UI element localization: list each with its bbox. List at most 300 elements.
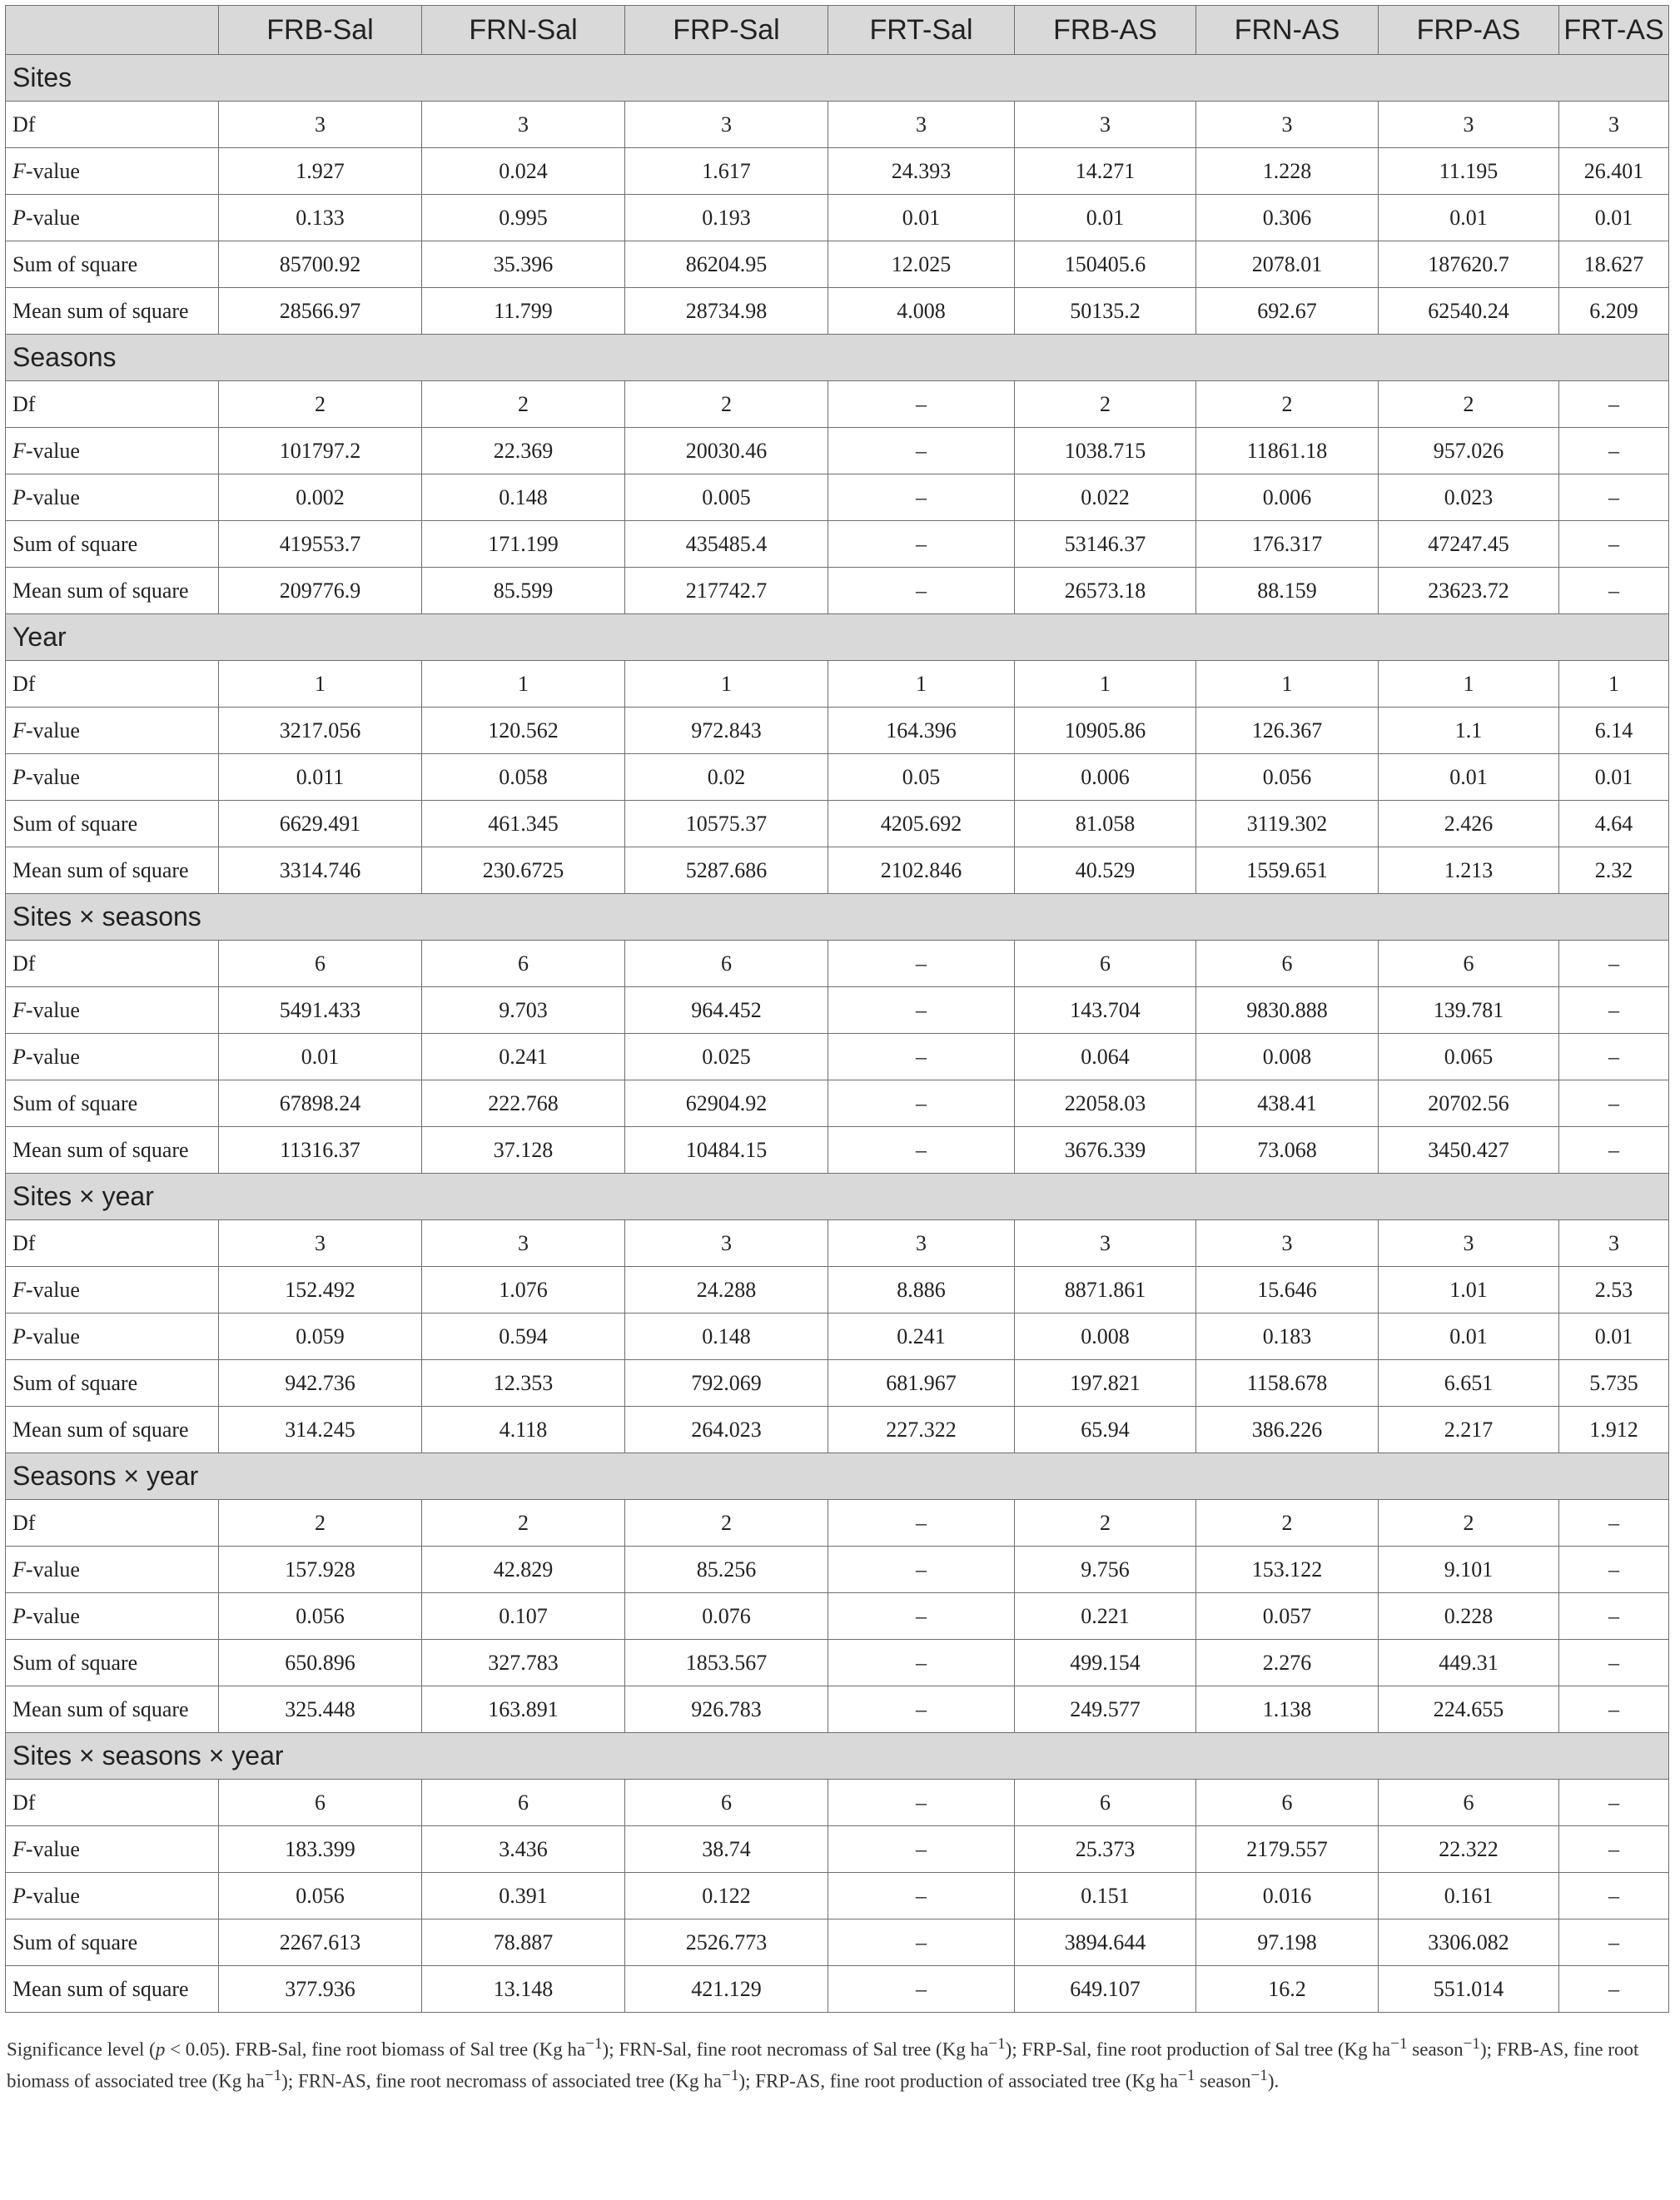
table-cell: 3 (828, 102, 1015, 148)
table-cell: 650.896 (219, 1640, 422, 1686)
table-cell: 3 (1379, 102, 1559, 148)
row-label-italic: F (12, 718, 26, 742)
table-cell: 5.735 (1559, 1360, 1669, 1407)
row-label-italic: P (12, 1323, 26, 1348)
row-label-italic: P (12, 484, 26, 509)
table-cell: 3 (422, 1220, 625, 1267)
table-cell: 1158.678 (1196, 1360, 1379, 1407)
table-cell: 1.076 (422, 1267, 625, 1314)
table-cell: 0.01 (1559, 195, 1669, 241)
table-row (6, 381, 1669, 428)
table-cell: 0.059 (219, 1314, 422, 1360)
table-cell: 0.122 (625, 1873, 828, 1919)
table-cell: 6 (1015, 1780, 1196, 1826)
section-header-row (6, 1733, 1669, 1780)
table-cell: 126.367 (1196, 708, 1379, 754)
table-cell: 6.209 (1559, 288, 1669, 335)
table-cell: 0.01 (219, 1034, 422, 1080)
table-row (6, 195, 1669, 241)
row-label (6, 1593, 219, 1640)
column-header: FRB-AS (1015, 6, 1196, 55)
row-label (6, 708, 219, 754)
row-label (6, 1034, 219, 1080)
table-row (6, 1127, 1669, 1174)
section-header-row (6, 1174, 1669, 1220)
table-cell: 0.151 (1015, 1873, 1196, 1919)
row-label (6, 1314, 219, 1360)
table-cell: 0.193 (625, 195, 828, 241)
row-label (6, 381, 219, 428)
row-label-text: Df (12, 112, 36, 137)
table-cell: 957.026 (1379, 428, 1559, 474)
table-cell: 942.736 (219, 1360, 422, 1407)
table-cell: 0.006 (1196, 474, 1379, 521)
table-cell: 6 (625, 941, 828, 987)
table-cell: 438.41 (1196, 1080, 1379, 1127)
table-cell: 26.401 (1559, 148, 1669, 195)
row-label (6, 1220, 219, 1267)
table-cell: 0.011 (219, 754, 422, 801)
table-row (6, 708, 1669, 754)
table-cell: 1 (1379, 661, 1559, 708)
table-cell: 2 (1379, 1500, 1559, 1547)
table-cell: 2.217 (1379, 1407, 1559, 1453)
table-cell: 0.391 (422, 1873, 625, 1919)
table-cell: 0.01 (1559, 754, 1669, 801)
table-cell: 9.101 (1379, 1547, 1559, 1593)
table-cell: 499.154 (1015, 1640, 1196, 1686)
table-cell: 50135.2 (1015, 288, 1196, 335)
table-cell: – (1559, 1034, 1669, 1080)
table-cell: 2 (1015, 1500, 1196, 1547)
table-cell: 3217.056 (219, 708, 422, 754)
table-cell: – (1559, 1080, 1669, 1127)
table-cell: 22.369 (422, 428, 625, 474)
row-label-text: -value (25, 1323, 80, 1348)
table-cell: 2 (1015, 381, 1196, 428)
table-cell: 85.256 (625, 1547, 828, 1593)
row-label-text: -value (25, 1603, 80, 1628)
table-cell: – (1559, 1686, 1669, 1733)
row-label (6, 241, 219, 288)
table-cell: 3 (422, 102, 625, 148)
table-cell: 9830.888 (1196, 987, 1379, 1034)
table-cell: 1038.715 (1015, 428, 1196, 474)
table-cell: 11316.37 (219, 1127, 422, 1174)
table-row (6, 1500, 1669, 1547)
section-title: Seasons × year (6, 1453, 1669, 1500)
table-row (6, 288, 1669, 335)
table-cell: 14.271 (1015, 148, 1196, 195)
row-label (6, 1127, 219, 1174)
row-label-text: Mean sum of square (12, 1417, 189, 1442)
table-cell: 3.436 (422, 1826, 625, 1873)
table-cell: 224.655 (1379, 1686, 1559, 1733)
table-cell: 24.288 (625, 1267, 828, 1314)
row-label (6, 1267, 219, 1314)
column-header: FRN-AS (1196, 6, 1379, 55)
column-header: FRB-Sal (219, 6, 422, 55)
table-cell: 0.228 (1379, 1593, 1559, 1640)
table-cell: 3450.427 (1379, 1127, 1559, 1174)
row-label-italic: F (12, 1557, 26, 1582)
table-cell: 1 (1196, 661, 1379, 708)
row-label-text: Sum of square (12, 531, 138, 556)
table-cell: 1 (625, 661, 828, 708)
table-cell: 926.783 (625, 1686, 828, 1733)
table-row (6, 1686, 1669, 1733)
row-label-text: -value (25, 484, 80, 509)
table-cell: 2 (422, 381, 625, 428)
table-cell: – (828, 1080, 1015, 1127)
table-cell: 2526.773 (625, 1919, 828, 1966)
row-label (6, 1826, 219, 1873)
table-row (6, 1034, 1669, 1080)
row-label-text: Df (12, 1510, 36, 1535)
table-cell: 3 (1196, 1220, 1379, 1267)
table-cell: 0.133 (219, 195, 422, 241)
row-label-text: -value (25, 1277, 80, 1302)
table-cell: 681.967 (828, 1360, 1015, 1407)
row-label-italic: F (12, 997, 26, 1022)
table-cell: 2 (1196, 381, 1379, 428)
table-cell: 6 (422, 941, 625, 987)
table-cell: 0.002 (219, 474, 422, 521)
table-cell: 65.94 (1015, 1407, 1196, 1453)
table-cell: – (1559, 474, 1669, 521)
table-cell: – (1559, 1873, 1669, 1919)
table-cell: 2267.613 (219, 1919, 422, 1966)
table-cell: 73.068 (1196, 1127, 1379, 1174)
row-label-italic: P (12, 1603, 26, 1628)
table-cell: 0.056 (219, 1593, 422, 1640)
table-cell: 5287.686 (625, 847, 828, 894)
row-label-text: -value (25, 158, 80, 183)
table-cell: 85700.92 (219, 241, 422, 288)
section-title: Sites (6, 55, 1669, 102)
table-cell: 461.345 (422, 801, 625, 847)
row-label (6, 754, 219, 801)
table-row (6, 1407, 1669, 1453)
row-label-text: Sum of square (12, 1929, 138, 1954)
table-cell: – (828, 1873, 1015, 1919)
table-cell: 8.886 (828, 1267, 1015, 1314)
table-cell: 449.31 (1379, 1640, 1559, 1686)
row-label-text: Sum of square (12, 1650, 138, 1675)
row-label (6, 941, 219, 987)
row-label-text: Mean sum of square (12, 1696, 189, 1721)
table-cell: 1 (422, 661, 625, 708)
table-cell: 0.024 (422, 148, 625, 195)
table-cell: 22058.03 (1015, 1080, 1196, 1127)
table-cell: – (1559, 1966, 1669, 2013)
table-cell: 792.069 (625, 1360, 828, 1407)
row-label-italic: F (12, 1836, 26, 1861)
table-cell: 3 (625, 1220, 828, 1267)
table-cell: 101797.2 (219, 428, 422, 474)
table-cell: 0.01 (1015, 195, 1196, 241)
table-cell: – (828, 1919, 1015, 1966)
row-label-text: -value (25, 1557, 80, 1582)
table-cell: 10905.86 (1015, 708, 1196, 754)
table-cell: 10484.15 (625, 1127, 828, 1174)
table-row (6, 102, 1669, 148)
table-cell: 0.016 (1196, 1873, 1379, 1919)
table-cell: 3 (1559, 1220, 1669, 1267)
table-cell: 2 (1379, 381, 1559, 428)
table-cell: 0.01 (1379, 1314, 1559, 1360)
table-cell: 3119.302 (1196, 801, 1379, 847)
row-label (6, 288, 219, 335)
column-header: FRP-AS (1379, 6, 1559, 55)
row-label (6, 1547, 219, 1593)
row-label-text: Sum of square (12, 1370, 138, 1395)
table-cell: – (1559, 1826, 1669, 1873)
table-row (6, 1080, 1669, 1127)
table-cell: 2 (625, 1500, 828, 1547)
column-header: FRN-Sal (422, 6, 625, 55)
table-cell: 0.006 (1015, 754, 1196, 801)
table-cell: 62540.24 (1379, 288, 1559, 335)
table-cell: 152.492 (219, 1267, 422, 1314)
table-cell: 6 (625, 1780, 828, 1826)
table-row (6, 1314, 1669, 1360)
table-row (6, 1919, 1669, 1966)
table-cell: 157.928 (219, 1547, 422, 1593)
table-cell: 2 (219, 381, 422, 428)
table-cell: 12.025 (828, 241, 1015, 288)
table-cell: 13.148 (422, 1966, 625, 2013)
anova-table-container (5, 5, 1668, 2093)
table-cell: 222.768 (422, 1080, 625, 1127)
table-cell: 4.118 (422, 1407, 625, 1453)
table-cell: 5491.433 (219, 987, 422, 1034)
section-title: Year (6, 614, 1669, 661)
table-cell: 187620.7 (1379, 241, 1559, 288)
table-cell: 1.213 (1379, 847, 1559, 894)
table-cell: 0.594 (422, 1314, 625, 1360)
table-cell: 3 (219, 102, 422, 148)
table-cell: 23623.72 (1379, 568, 1559, 614)
table-cell: 1.927 (219, 148, 422, 195)
table-cell: 0.221 (1015, 1593, 1196, 1640)
table-cell: 176.317 (1196, 521, 1379, 568)
row-label-text: Sum of square (12, 811, 138, 836)
table-cell: 18.627 (1559, 241, 1669, 288)
table-cell: 6.14 (1559, 708, 1669, 754)
table-cell: – (828, 941, 1015, 987)
table-row (6, 1873, 1669, 1919)
table-cell: 0.148 (625, 1314, 828, 1360)
table-cell: 0.161 (1379, 1873, 1559, 1919)
table-row (6, 661, 1669, 708)
table-cell: – (828, 381, 1015, 428)
table-cell: 0.056 (219, 1873, 422, 1919)
table-cell: 6 (219, 941, 422, 987)
table-cell: 153.122 (1196, 1547, 1379, 1593)
table-cell: 4205.692 (828, 801, 1015, 847)
table-cell: 0.057 (1196, 1593, 1379, 1640)
section-header-row (6, 614, 1669, 661)
table-cell: 3676.339 (1015, 1127, 1196, 1174)
table-cell: 0.183 (1196, 1314, 1379, 1360)
table-cell: 0.01 (1559, 1314, 1669, 1360)
table-cell: 6 (1015, 941, 1196, 987)
table-cell: 3 (1015, 102, 1196, 148)
table-cell: 217742.7 (625, 568, 828, 614)
table-footnote: Significance level (p < 0.05). FRB-Sal, fine root biomass of Sal tree (Kg $ha^{-1}$); FRN-Sal, fine root necromass of Sal tree (Kg $ha^{-1}$); FRP-Sal, fine root production of Sal tree (Kg $ha^{-1}$ season$^{-1}$); FRB-AS, fine root biomass of associated tree (Kg $ha^{-1}$); FRN-AS, fine root necromass of associated tree (Kg $ha^{-1}$); FRP-AS, fine root production of associated tree (Kg $ha^{-1}$ season$^{-1}$). (7, 2035, 1639, 2092)
table-cell: 28734.98 (625, 288, 828, 335)
table-cell: 551.014 (1379, 1966, 1559, 2013)
table-cell: 86204.95 (625, 241, 828, 288)
table-cell: 25.373 (1015, 1826, 1196, 1873)
table-row (6, 1966, 1669, 2013)
table-cell: 164.396 (828, 708, 1015, 754)
section-title: Sites × seasons (6, 894, 1669, 941)
table-cell: 0.076 (625, 1593, 828, 1640)
row-label-italic: F (12, 438, 26, 463)
row-label-text: Mean sum of square (12, 1137, 189, 1162)
table-cell: – (828, 474, 1015, 521)
table-row (6, 801, 1669, 847)
table-cell: 2078.01 (1196, 241, 1379, 288)
table-cell: – (828, 1686, 1015, 1733)
table-cell: 15.646 (1196, 1267, 1379, 1314)
table-cell: 0.995 (422, 195, 625, 241)
column-header: FRT-AS (1559, 6, 1669, 55)
table-cell: 0.008 (1196, 1034, 1379, 1080)
table-cell: 197.821 (1015, 1360, 1196, 1407)
row-label-italic: P (12, 1883, 26, 1908)
table-cell: – (1559, 1500, 1669, 1547)
table-cell: 3 (1015, 1220, 1196, 1267)
table-row (6, 987, 1669, 1034)
table-cell: 3 (1379, 1220, 1559, 1267)
row-label (6, 1360, 219, 1407)
table-cell: 81.058 (1015, 801, 1196, 847)
column-header: FRP-Sal (625, 6, 828, 55)
table-cell: 1 (1559, 661, 1669, 708)
table-cell: 0.023 (1379, 474, 1559, 521)
table-cell: – (828, 987, 1015, 1034)
row-label (6, 661, 219, 708)
table-cell: 227.322 (828, 1407, 1015, 1453)
table-row (6, 474, 1669, 521)
column-header: FRT-Sal (828, 6, 1015, 55)
table-cell: 2.53 (1559, 1267, 1669, 1314)
table-cell: 3 (219, 1220, 422, 1267)
row-label-text: Df (12, 391, 36, 416)
row-label (6, 987, 219, 1034)
table-cell: – (1559, 521, 1669, 568)
table-cell: 3306.082 (1379, 1919, 1559, 1966)
table-cell: 0.02 (625, 754, 828, 801)
table-cell: – (828, 1640, 1015, 1686)
table-cell: – (1559, 1640, 1669, 1686)
table-cell: – (828, 1500, 1015, 1547)
table-cell: – (828, 568, 1015, 614)
table-cell: 120.562 (422, 708, 625, 754)
header-corner (6, 6, 219, 55)
table-cell: – (828, 1127, 1015, 1174)
table-cell: 435485.4 (625, 521, 828, 568)
table-cell: 47247.45 (1379, 521, 1559, 568)
table-cell: 3 (625, 102, 828, 148)
row-label-text: Mean sum of square (12, 298, 189, 323)
table-cell: 37.128 (422, 1127, 625, 1174)
table-cell: 0.01 (828, 195, 1015, 241)
row-label-text: -value (25, 997, 80, 1022)
table-cell: 1 (219, 661, 422, 708)
table-cell: 2102.846 (828, 847, 1015, 894)
table-cell: – (828, 1780, 1015, 1826)
table-cell: 9.756 (1015, 1547, 1196, 1593)
table-cell: 0.065 (1379, 1034, 1559, 1080)
table-cell: – (828, 1593, 1015, 1640)
table-row (6, 568, 1669, 614)
table-cell: – (1559, 941, 1669, 987)
table-cell: 97.198 (1196, 1919, 1379, 1966)
table-cell: 325.448 (219, 1686, 422, 1733)
table-cell: 11861.18 (1196, 428, 1379, 474)
row-label-text: Mean sum of square (12, 578, 189, 603)
table-cell: 26573.18 (1015, 568, 1196, 614)
table-cell: – (1559, 1547, 1669, 1593)
row-label (6, 1966, 219, 2013)
table-cell: 1.228 (1196, 148, 1379, 195)
table-cell: 1.01 (1379, 1267, 1559, 1314)
table-cell: 2 (1196, 1500, 1379, 1547)
table-cell: 6 (1196, 1780, 1379, 1826)
row-label-italic: F (12, 158, 26, 183)
table-cell: 6.651 (1379, 1360, 1559, 1407)
section-title: Sites × seasons × year (6, 1733, 1669, 1780)
table-cell: – (828, 1034, 1015, 1080)
row-label (6, 1500, 219, 1547)
table-cell: 3314.746 (219, 847, 422, 894)
row-label (6, 801, 219, 847)
table-cell: 1.912 (1559, 1407, 1669, 1453)
table-cell: 38.74 (625, 1826, 828, 1873)
table-cell: 42.829 (422, 1547, 625, 1593)
table-cell: 0.306 (1196, 195, 1379, 241)
table-cell: 6 (422, 1780, 625, 1826)
table-cell: 2.276 (1196, 1640, 1379, 1686)
table-row (6, 754, 1669, 801)
table-cell: 0.005 (625, 474, 828, 521)
table-cell: – (1559, 568, 1669, 614)
table-cell: 386.226 (1196, 1407, 1379, 1453)
table-cell: 0.05 (828, 754, 1015, 801)
table-cell: 22.322 (1379, 1826, 1559, 1873)
table-cell: 11.195 (1379, 148, 1559, 195)
table-cell: 264.023 (625, 1407, 828, 1453)
table-cell: – (1559, 1593, 1669, 1640)
table-body (6, 55, 1669, 2013)
row-label-text: -value (25, 205, 80, 230)
table-cell: 314.245 (219, 1407, 422, 1453)
table-cell: 0.056 (1196, 754, 1379, 801)
table-cell: 3 (828, 1220, 1015, 1267)
table-cell: – (1559, 1919, 1669, 1966)
section-title: Seasons (6, 335, 1669, 381)
table-cell: 12.353 (422, 1360, 625, 1407)
table-cell: 649.107 (1015, 1966, 1196, 2013)
table-cell: 972.843 (625, 708, 828, 754)
row-label-text: -value (25, 1044, 80, 1069)
table-row (6, 1360, 1669, 1407)
row-label-text: Mean sum of square (12, 1976, 189, 2001)
